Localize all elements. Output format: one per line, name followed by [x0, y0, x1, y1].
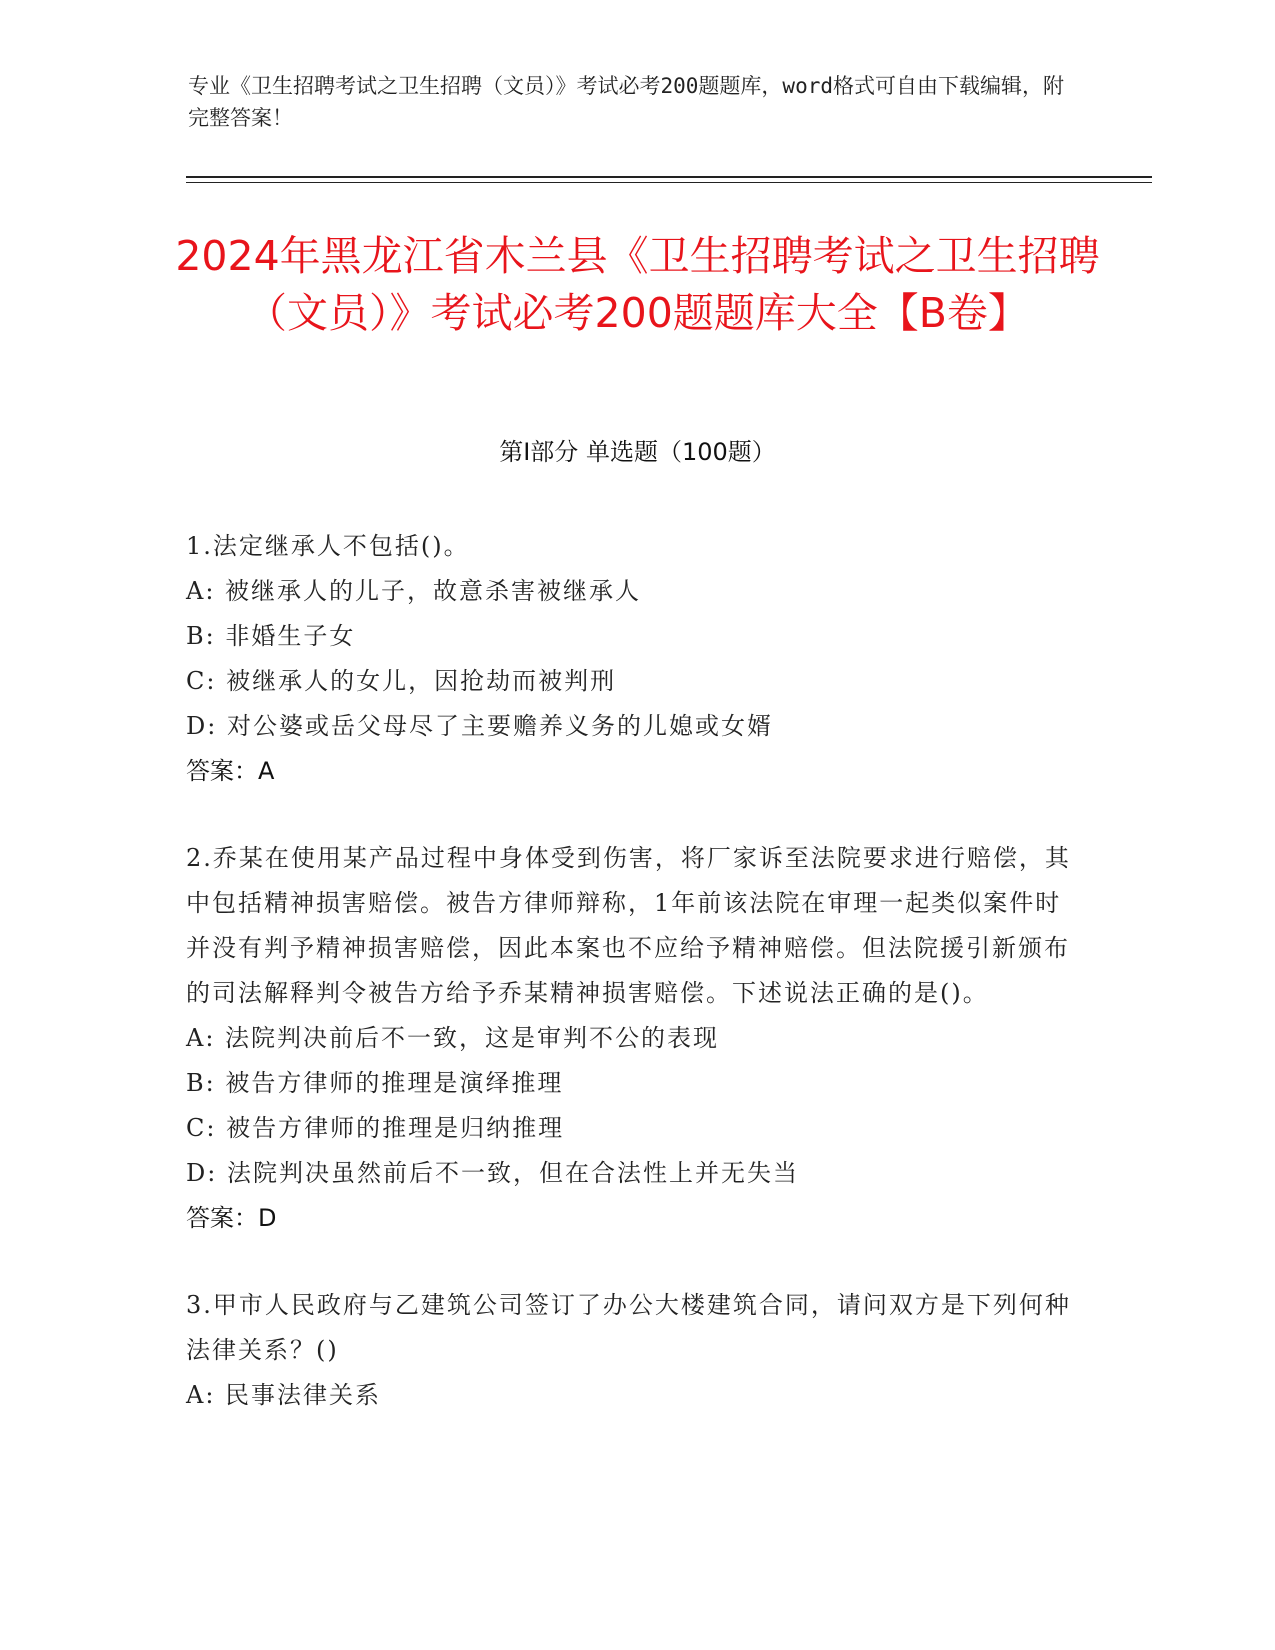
question-stem: 1.法定继承人不包括()。 — [186, 532, 470, 560]
option-a: A: 法院判决前后不一致，这是审判不公的表现 — [186, 1024, 720, 1052]
question-stem: 2.乔某在使用某产品过程中身体受到伤害，将厂家诉至法院要求进行赔偿，其中包括精神损害赔偿。被告方律师辩称，1年前该法院在审理一起类似案件时并没有判予精神损害赔偿，因此本案也不应给予精神赔偿。但法院援引新颁布的司法解释判令被告方给予乔某精神损害赔偿。下述说法正确的是()。 — [186, 844, 1071, 1007]
answer: 答案：A — [186, 757, 275, 785]
option-d: D: 法院判决虽然前后不一致，但在合法性上并无失当 — [186, 1159, 799, 1187]
question-1 — [186, 524, 1086, 794]
option-b: B: 被告方律师的推理是演绎推理 — [186, 1069, 564, 1097]
section-heading: 第I部分 单选题（100题） — [499, 438, 776, 466]
header-divider-thick — [186, 176, 1152, 178]
question-2 — [186, 836, 1086, 1241]
header-note: 专业《卫生招聘考试之卫生招聘（文员）》考试必考200题题库，word格式可自由下载编辑，附完整答案！ — [188, 74, 1064, 130]
header-divider-thin — [186, 182, 1152, 183]
question-list — [186, 524, 1086, 1460]
option-d: D: 对公婆或岳父母尽了主要赡养义务的儿媳或女婿 — [186, 712, 773, 740]
option-c: C: 被继承人的女儿，因抢劫而被判刑 — [186, 667, 617, 695]
option-a: A: 被继承人的儿子，故意杀害被继承人 — [186, 577, 642, 605]
option-c: C: 被告方律师的推理是归纳推理 — [186, 1114, 565, 1142]
option-a: A: 民事法律关系 — [186, 1381, 382, 1409]
question-stem: 3.甲市人民政府与乙建筑公司签订了办公大楼建筑合同，请问双方是下列何种法律关系？() — [186, 1291, 1071, 1364]
document-title: 2024年黑龙江省木兰县《卫生招聘考试之卫生招聘（文员）》考试必考200题题库大全【B卷】 — [175, 232, 1100, 337]
answer: 答案：D — [186, 1204, 277, 1232]
question-3 — [186, 1283, 1086, 1418]
option-b: B: 非婚生子女 — [186, 622, 356, 650]
